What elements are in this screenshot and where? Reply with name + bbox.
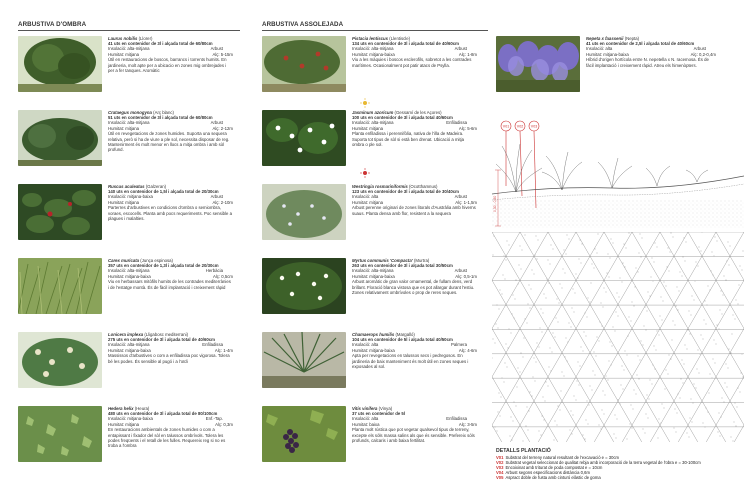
plant-description: En restauracions ambientals de zones humides o com a entapissant i fixador del sòl en talussos ombrívols. Tolera les podes freqüents i el retall de les fulles. Requereix reg si no es troba a l'ombra [108,427,226,448]
plant-latin-name: Ruscus aculeatus [108,184,145,189]
plant-common-name: (Ocotthamnus) [409,184,438,189]
plant-entry [18,36,233,94]
plant-entry [262,36,477,94]
plant-common-name: (Junça espinosa) [140,258,173,263]
plant-description: Apta per revegetacions en talussos secs i pedregosos. En jardineria de baix manteniment és molt útil en zones seques i exposades al sol. [352,353,469,369]
plant-latin-name: Hedera helix [108,406,134,411]
plant-type: Arbust [454,194,467,200]
plant-height: Alç: 0,5-1m [455,273,477,279]
label-v01: V01 [502,124,510,129]
plant-description: Útil en revegetacions de zones humides. Suporta una sequera relativa, però si ha de viure a ple sol, necessita disposar de reg. Mantenirment és molt menor en llocs a mitja ombra i amb sòl profund. [108,131,230,152]
plant-quantity: 263 uts en contenidor de 3l i alçada total 30/50cm [352,263,453,269]
plant-common-name: (Murtra) [413,258,430,263]
plant-quantity: 123 uts en contenidor de 3l i alçada total de 30/40cm [352,189,459,195]
plant-photo [262,258,346,314]
plant-quantity: 480 uts en contenidor de 3l i alçada total de 80/100cm [108,411,218,417]
plant-humidity: Humitat: mitjana-baixa [108,347,151,353]
details-text: Aspract doble de fusta amb cinturó elàstic de goma [505,475,601,481]
plant-latin-name: Carex muricata [108,258,140,263]
plant-insolation: Insolació: alta-mitjana [352,268,394,274]
plant-height: Alç: 5-6m [458,125,477,131]
plant-text [352,258,477,295]
plant-entry [18,332,233,390]
plant-latin-name: Crataegus monogyna [108,110,152,115]
plant-latin-name: Pistacia lentiscus [352,36,389,41]
plant-quantity: 41 uts en contenidor de 3l i alçada total de 60/80cm [108,41,213,47]
plant-entry [18,110,233,168]
plant-photo [262,332,346,388]
plant-type: Arbust [693,46,706,52]
plant-type: Arbust [454,46,467,52]
plant-latin-name: Westringia rosmariniformis [352,184,408,189]
plant-text [352,332,477,369]
planting-plan-pattern [492,232,744,442]
plant-latin-name: Laurus nobilis [108,36,138,41]
plant-quantity: 100 uts en contenidor de 3l i alçada total 40/60cm [352,115,453,121]
plant-humidity: Humitat: mitjana [108,199,140,205]
plant-height: Alç: 1-4m [214,347,233,353]
sun-title-rule [262,30,488,31]
plant-humidity: Humitat: mitjana-baixa [352,347,395,353]
details-code: V03 [496,465,504,471]
plant-entry [262,110,477,168]
plant-photo [18,36,102,92]
plant-text [352,110,477,147]
plant-humidity: Humitat: mitjana [108,125,140,131]
plant-humidity: Humitat: mitjana [108,51,140,57]
plant-description: Útil en restauracions de boscos, barrancs i torrents humits. En jardineria, molt apte per a ubicacio en zones mig ombrejades i per a fer tanques. Aromàtic [108,57,227,73]
plant-text [108,332,233,364]
plant-insolation: Insolació: alta-mitjana [352,46,394,52]
planting-details [496,449,736,481]
plant-quantity: 37 uts en contenidor de 5l [352,411,406,417]
plant-common-name: (Llorer) [138,36,153,41]
plant-type: Arbust [210,46,223,52]
plant-photo [18,332,102,388]
shade-section-title: ARBUSTIVA D'OMBRA [18,21,87,28]
plant-entry [262,332,477,390]
plant-insolation: Insolació: alta [352,416,379,422]
details-text: Substrat del terreny natural resultant de l'excavació e = 30cm [505,455,620,461]
shade-title-rule [18,30,240,31]
planting-section-diagram [492,116,744,228]
plant-entry [18,406,233,464]
plant-photo [18,258,102,314]
plant-height: Alç: 2-12m [212,125,233,131]
plant-insolation: Insolació: alta-mitjana [108,268,150,274]
plant-insolation: Insolació: alta [586,46,613,52]
plant-insolation: Insolació: alta-mitjana [352,120,394,126]
plant-common-name: (Llentiscle) [389,36,411,41]
plant-type: Enf.-Tap. [205,416,223,422]
plant-entry [18,184,233,242]
plant-text [352,406,477,443]
plant-humidity: Humitat: mitjana-baixa [108,273,151,279]
plant-height: Alç: 4-6m [458,347,477,353]
plant-quantity: 275 uts en contenidor de 3l i alçada total de 40/60cm [108,337,215,343]
plant-insolation: Insolació: alta-mitjana [108,120,150,126]
plant-text [352,184,477,216]
plant-height: Alç: 1-8m [458,51,477,57]
plant-type: Arbust [210,194,223,200]
dimension-label: 0,30 - 0,50 [493,195,497,212]
plant-common-name: (Gessamí de les Açores) [394,110,442,115]
plant-common-name: (Nepta) [624,36,640,41]
plant-latin-name: Lonicera implexa [108,332,144,337]
plant-type: Enfiladissa [446,120,467,126]
plant-insolation: Insolació: alta [352,342,379,348]
plant-common-name: (Vinya) [378,406,393,411]
plant-latin-name: Myrtus communis 'Compacta' [352,258,413,263]
plant-description: Planta molt rústica que pot vegetar qualsevol tipus de terreny, excepte els sòls massa salins als que és sensible. Prefereix sòls profunds, calcaris i amb baixa fertilitat. [352,427,475,443]
plant-description: Híbrid d'origen hortícola entre N. nepetella x N. racemosa. És de fàcil implantació i creixement ràpid. Atreu els himenòpters. [586,57,709,68]
plant-humidity: Humitat: baixa [352,421,380,427]
plant-type: Palmera [450,342,467,348]
plant-humidity: Humitat: mitjana [108,421,140,427]
plant-humidity: Humitat: mitjana-baixa [586,51,629,57]
plant-height: Alç: 0,2-0,4m [690,51,716,57]
plant-common-name: (Galzeran) [145,184,167,189]
plant-common-name: (Arç blanc) [153,110,174,115]
plant-entry-nepeta [496,36,716,94]
plant-photo [262,406,346,462]
plant-text [108,258,233,290]
plant-height: Alç: 3-5m [458,421,477,427]
details-code: V02 [496,460,504,466]
plant-description: Planta enfiladissa i perennifòlia, nativa de l'illa de Madeira. Suporta tot tipus de sòl si està ben drenat. Ubicació a mitja ombra o ple sol. [352,131,465,147]
plant-quantity: 134 uts en contenidor de 3l i alçada total de 40/60cm [352,41,459,47]
plant-insolation: Insolació: mitjana-baixa [108,194,153,200]
sun-icon [360,98,370,108]
plant-text-nepeta [586,36,716,68]
details-code: V05 [496,475,504,481]
plant-text [352,36,477,68]
plant-photo [18,406,102,462]
plant-entry [262,258,477,316]
sun-section-title: ARBUSTIVA ASSOLEJADA [262,21,344,28]
plant-type: Arbust [210,120,223,126]
plant-photo [18,110,102,166]
plant-photo [18,184,102,240]
plant-common-name: (Heura) [134,406,150,411]
plant-photo-nepeta [496,36,580,92]
plant-description: Viu a les màquies i boscos esclerofils, sobretot a les contrades marítimes. Ocasionalment pot patir atacs de Psylla. [352,57,472,68]
plant-photo [262,36,346,92]
label-v03: V03 [530,124,538,129]
details-text: Arbust segons especificacions distància 0,6m [505,470,590,476]
plant-description: Arbust aromàtic de gran valor ornamental, de fullam dens, verd brillant. Floració blanca vistosa que es pot allargar durant l'estiu. Zones relativament ombrívoles o prop de reres seques. [352,279,475,295]
plant-quantity: 140 uts en contenidor de 1,5l i alçada total de 20/30cm [108,189,219,195]
plant-height: Alç: 0,3m [215,421,233,427]
plant-entry [262,406,477,464]
plant-common-name: (Margalló) [395,332,415,337]
plant-quantity: 104 uts en contenidor de 5l i alçada total 40/50cm [352,337,453,343]
plant-description: Massissos d'arbustives o com a enfiladissa poc vigorosa. Tolera bé les podes. És sensible al pugó i a l'oïdi [108,353,230,364]
plant-insolation: Insolació: alta-mitjana [108,342,150,348]
plant-photo [262,184,346,240]
plant-description: Arbust perenne originari de zones litorals d'Austràlia amb hiverns suaus. Planta densa amb flor, resistent a la sequera [352,205,476,216]
details-code: V01 [496,455,504,461]
plant-text [108,406,233,448]
plant-quantity: 41 uts en contenidor de 2,5l i alçada total de 40/60cm [586,41,695,47]
plant-common-name: (Lligabosc mediterrani) [144,332,189,337]
details-item [496,475,736,480]
plant-type: Herbàcia [205,268,223,274]
plant-height: Alç: 5-15m [212,51,233,57]
plant-description: Viu en herbassars mitòfils humits de les contrades mediterrànies i de l'estatge montà. És de fàcil implantació i creixement ràpid [108,279,231,290]
plant-humidity: Humitat: mitjana [352,199,384,205]
plant-insolation: Insolació: alta [352,194,379,200]
plant-entry [262,184,477,242]
plant-height: Alç: 0,5cm [212,273,233,279]
label-v02: V02 [516,124,524,129]
details-code: V04 [496,470,504,476]
plant-humidity: Humitat: mitjana-baixa [352,51,395,57]
details-title: DETALLS PLANTACIÓ [496,448,551,454]
plant-text [108,184,233,221]
plant-quantity: 357 uts en contenidor de 1,3l i alçada total de 20/30cm [108,263,219,269]
plant-humidity: Humitat: mitjana-baixa [352,273,395,279]
plant-type: Enfiladissa [446,416,467,422]
plant-quantity: 51 uts en contenidor de 3l i alçada total de 60/80cm [108,115,213,121]
plant-entry [18,258,233,316]
plant-insolation: Insolació: mitjana-baixa [108,416,153,422]
plant-latin-name: Jasminum azoricum [352,110,394,115]
plant-photo [262,110,346,166]
plant-insolation: Insolació: alta-mitjana [108,46,150,52]
plant-humidity: Humitat: mitjana [352,125,384,131]
plant-height: Alç: 1-1,5m [455,199,477,205]
flower-icon [360,168,370,178]
details-text: Substrat vegetal seleccionat de qualitat rebja amb incorporació de la terra vegetal de l'obra e = 30-100cm [505,460,701,466]
plant-latin-name: Chamaerops humilis [352,332,395,337]
plant-description: Parterres d'arbustives en condicions d'ombra o semiombra, voraes, escocells. Planta amb pocs requeriments. Poc sensible a plagues i malalties. [108,205,232,221]
plant-type: Arbust [454,268,467,274]
plant-latin-name: Vitis vinifera [352,406,378,411]
plant-latin-name: Nepeta x faassenii [586,36,624,41]
plant-type: Enfiladissa [202,342,223,348]
plant-text [108,36,233,73]
plant-text [108,110,233,152]
details-text: Encoixinat amb triturat de poda compostat e = 10cm [505,465,603,471]
plant-height: Alç: 2-10m [212,199,233,205]
